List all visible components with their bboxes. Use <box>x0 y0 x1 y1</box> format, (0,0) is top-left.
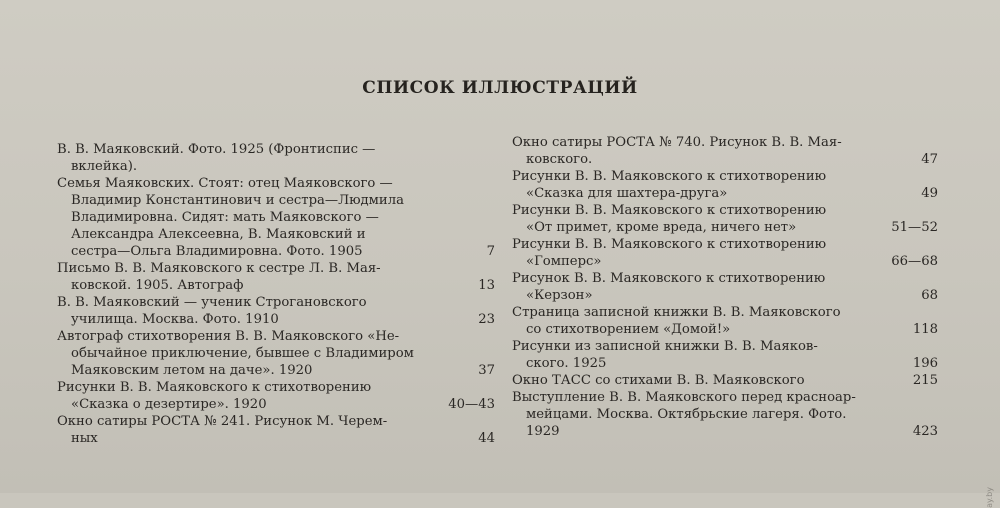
entry-line: мейцами. Москва. Октябрьские лагеря. Фото. <box>526 407 847 422</box>
illustration-entry <box>57 328 495 379</box>
entry-line: «Гомперс» <box>526 254 602 269</box>
page-number: 68 <box>921 288 938 303</box>
entry-line: Окно ТАСС со стихами В. В. Маяковского <box>512 373 805 388</box>
entry-line: Письмо В. В. Маяковского к сестре Л. В. Мая- <box>57 261 381 276</box>
page-number: 7 <box>486 244 495 259</box>
entry-line: Семья Маяковских. Стоят: отец Маяковского — <box>57 176 393 191</box>
entry-line: Александра Алексеевна, В. Маяковский и <box>71 227 366 242</box>
entry-line: «Керзон» <box>526 288 593 303</box>
page-number: 49 <box>921 186 938 201</box>
illustration-entry <box>512 338 938 372</box>
page-title: СПИСОК ИЛЛЮСТРАЦИЙ <box>362 78 638 98</box>
entry-line: В. В. Маяковский — ученик Строгановского <box>57 295 367 310</box>
page-number: 51—52 <box>891 220 938 235</box>
illustration-entry <box>57 294 495 328</box>
illustration-entry <box>512 134 938 168</box>
entry-line: со стихотворением «Домой!» <box>526 322 731 337</box>
entry-line: Рисунки из записной книжки В. В. Маяков- <box>512 339 818 354</box>
entry-line: обычайное приключение, бывшее с Владимиром <box>71 346 414 361</box>
illustration-entry <box>57 379 495 413</box>
watermark: ay.by <box>985 487 994 508</box>
entry-line: 1929 <box>526 424 560 439</box>
entry-line: Рисунки В. В. Маяковского к стихотворению <box>512 169 827 184</box>
illustration-entry <box>57 175 495 260</box>
page-number: 118 <box>912 322 938 337</box>
page-number: 44 <box>478 431 495 446</box>
entry-line: ковского. <box>526 152 593 167</box>
page-number: 423 <box>912 424 938 439</box>
page-number: 66—68 <box>891 254 938 269</box>
entry-line: Рисунки В. В. Маяковского к стихотворению <box>512 237 827 252</box>
entry-line: ского. 1925 <box>526 356 607 371</box>
entry-line: ных <box>71 431 98 446</box>
illustration-entry <box>57 413 495 447</box>
page-number: 40—43 <box>448 397 495 412</box>
illustration-entry <box>512 372 938 389</box>
entry-line: вклейка). <box>71 159 138 174</box>
left-column <box>57 141 495 447</box>
entry-line: «Сказка для шахтера-друга» <box>526 186 728 201</box>
illustration-entry <box>57 141 495 175</box>
entry-line: Выступление В. В. Маяковского перед красноар- <box>512 390 856 405</box>
entry-line: Рисунки В. В. Маяковского к стихотворению <box>57 380 372 395</box>
entry-line: Окно сатиры РОСТА № 740. Рисунок В. В. Мая- <box>512 135 842 150</box>
entry-line: сестра—Ольга Владимировна. Фото. 1905 <box>71 244 363 259</box>
entry-line: «Сказка о дезертире». 1920 <box>71 397 267 412</box>
page-number: 23 <box>478 312 495 327</box>
right-column <box>512 134 938 440</box>
entry-line: ковской. 1905. Автограф <box>71 278 244 293</box>
page-number: 215 <box>912 373 938 388</box>
page-number: 37 <box>478 363 495 378</box>
illustration-entry <box>57 260 495 294</box>
entry-line: Страница записной книжки В. В. Маяковского <box>512 305 841 320</box>
page-number: 47 <box>921 152 938 167</box>
illustration-entry <box>512 202 938 236</box>
page-number: 196 <box>912 356 938 371</box>
entry-line: Автограф стихотворения В. В. Маяковского «Не- <box>57 329 400 344</box>
illustration-entry <box>512 389 938 440</box>
entry-line: Владимир Константинович и сестра—Людмила <box>71 193 404 208</box>
entry-line: училища. Москва. Фото. 1910 <box>71 312 279 327</box>
illustration-entry <box>512 304 938 338</box>
entry-line: «От примет, кроме вреда, ничего нет» <box>526 220 797 235</box>
entry-line: Владимировна. Сидят: мать Маяковского — <box>71 210 379 225</box>
page-number: 13 <box>478 278 495 293</box>
entry-line: В. В. Маяковский. Фото. 1925 (Фронтиспис — <box>57 142 376 157</box>
illustration-entry <box>512 270 938 304</box>
entry-line: Окно сатиры РОСТА № 241. Рисунок М. Черем- <box>57 414 388 429</box>
illustration-entry <box>512 168 938 202</box>
entry-line: Маяковским летом на даче». 1920 <box>71 363 313 378</box>
illustration-entry <box>512 236 938 270</box>
entry-line: Рисунок В. В. Маяковского к стихотворению <box>512 271 826 286</box>
entry-line: Рисунки В. В. Маяковского к стихотворению <box>512 203 827 218</box>
